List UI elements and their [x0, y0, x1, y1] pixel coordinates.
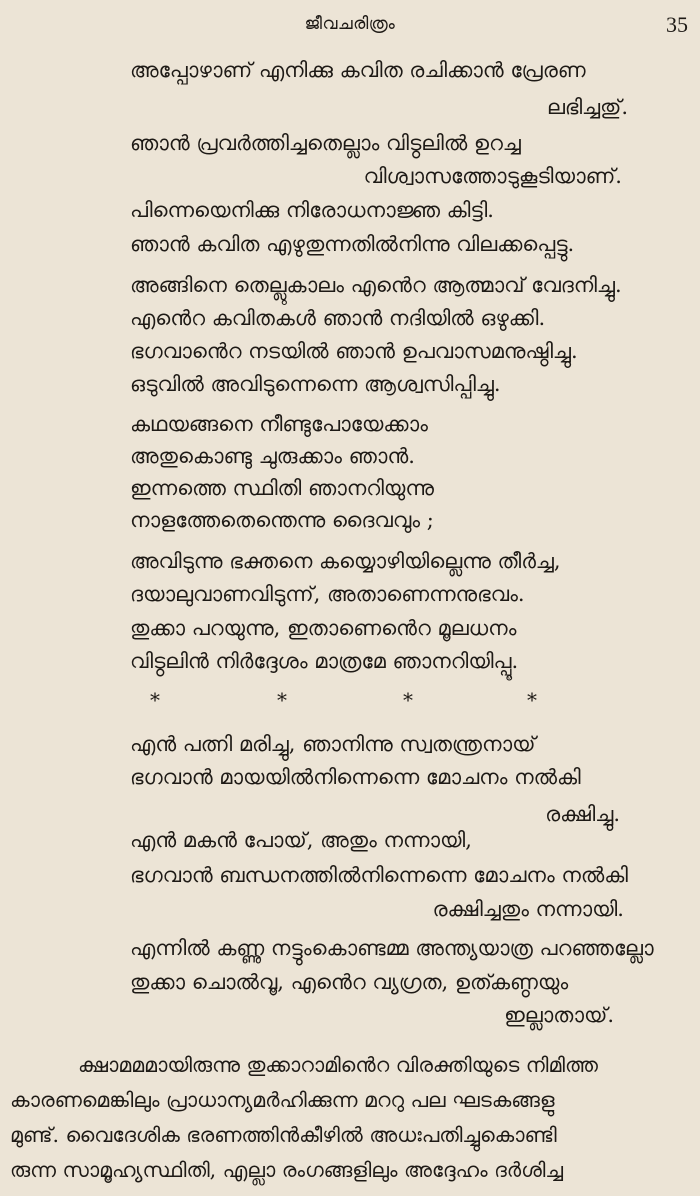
separator-star: *	[527, 688, 537, 712]
verse-line: അപ്പോഴാണ് എനിക്കു കവിത രചിക്കാൻ പ്രേരണ	[130, 58, 586, 82]
prose-line: കാരണമെങ്കിലും പ്രാധാന്യമർഹിക്കുന്ന മററു പല ഘടകങ്ങളു	[10, 1088, 555, 1112]
verse-line: അങ്ങിനെ തെല്ലുകാലം എൻെറ ആത്മാവ് വേദനിച്ചു.	[130, 273, 622, 297]
verse-line: കഥയങ്ങനെ നീണ്ടുപോയേക്കാം	[130, 412, 428, 436]
verse-line: വിട്ഠലിൻ നിർദ്ദേശം മാത്രമേ ഞാനറിയിപ്പൂ.	[130, 649, 519, 673]
verse-line: ഒടുവിൽ അവിടുന്നെന്നെ ആശ്വസിപ്പിച്ചു.	[130, 372, 501, 396]
verse-line: എൻെറ കവിതകൾ ഞാൻ നദിയിൽ ഒഴുക്കി.	[130, 306, 546, 330]
verse-line: വിശ്വാസത്തോടുകൂടിയാണ്.	[363, 164, 622, 188]
verse-line: തുക്കാ ചൊൽവൂ, എൻെറ വ്യഗ്രത, ഉത്കണ്ഠയും	[130, 970, 569, 994]
separator-star: *	[403, 688, 413, 712]
verse-line: ഇല്ലാതായ്.	[504, 1003, 614, 1027]
verse-line: നാളത്തേതെന്തെന്നു ദൈവവും ;	[130, 508, 434, 532]
verse-line: എന്നിൽ കണ്ണു നട്ടുംകൊണ്ടമ്മ അന്ത്യയാത്ര പറഞ്ഞല്ലോ	[130, 936, 654, 960]
verse-line: ഇന്നത്തെ സ്ഥിതി ഞാനറിയുന്നു	[130, 476, 434, 500]
verse-line: ഭഗവാൻെറ നടയിൽ ഞാൻ ഉപവാസമനുഷ്ഠിച്ചു.	[130, 339, 578, 363]
verse-line: ഞാൻ പ്രവർത്തിച്ചതെല്ലാം വിട്ഠലിൽ ഉറച്ച	[130, 131, 521, 155]
verse-line: അതുകൊണ്ടു ചുരുക്കാം ഞാൻ.	[130, 444, 415, 468]
verse-line: എൻ പത്നി മരിച്ചു, ഞാനിന്നു സ്വതന്ത്രനായ്	[130, 732, 536, 756]
verse-line: ഭഗവാൻ ബന്ധനത്തിൽനിന്നെന്നെ മോചനം നൽകി	[130, 863, 628, 887]
verse-line: പിന്നെയെനിക്കു നിരോധനാജ്ഞ കിട്ടി.	[130, 198, 494, 222]
separator-star: *	[277, 688, 287, 712]
verse-line: എൻ മകൻ പോയ്, അതും നന്നായി,	[130, 828, 472, 852]
page-header	[0, 12, 700, 42]
verse-line: ഞാൻ കവിത എഴുതുന്നതിൽനിന്നു വിലക്കപ്പെട്ടു.	[130, 232, 575, 256]
prose-line: രുന്ന സാമൂഹ്യസ്ഥിതി, എല്ലാ രംഗങ്ങളിലും അദ്ദേഹം ദർശിച്ച	[10, 1158, 563, 1182]
verse-line: അവിടുന്നു ഭക്തനെ കയ്യൊഴിയില്ലെന്നു തീർച്ച,	[130, 549, 561, 573]
verse-line: രക്ഷിച്ചു.	[545, 802, 620, 826]
verse-line: രക്ഷിച്ചതും നന്നായി.	[432, 897, 624, 921]
running-title: ജീവചരിത്രം	[304, 14, 396, 34]
verse-line: തുക്കാ പറയുന്നു, ഇതാണെൻെറ മൂലധനം	[130, 616, 517, 640]
verse-line: ലഭിച്ചതു്.	[546, 95, 628, 119]
prose-line: ക്ഷാമമമായിരുന്നു തുക്കാറാമിൻെറ വിരക്തിയുടെ നിമിത്ത	[78, 1053, 598, 1077]
verse-line: ദയാലുവാണവിടുന്ന്, അതാണെന്നനുഭവം.	[130, 582, 525, 606]
prose-line: മുണ്ട്. വൈദേശിക ഭരണത്തിൻകീഴിൽ അധഃപതിച്ചുകൊണ്ടി	[10, 1123, 557, 1147]
page-number: 35	[666, 12, 688, 37]
verse-line: ഭഗവാൻ മായയിൽനിന്നെന്നെ മോചനം നൽകി	[130, 765, 581, 789]
separator-star: *	[150, 688, 160, 712]
section-separator	[0, 688, 700, 712]
